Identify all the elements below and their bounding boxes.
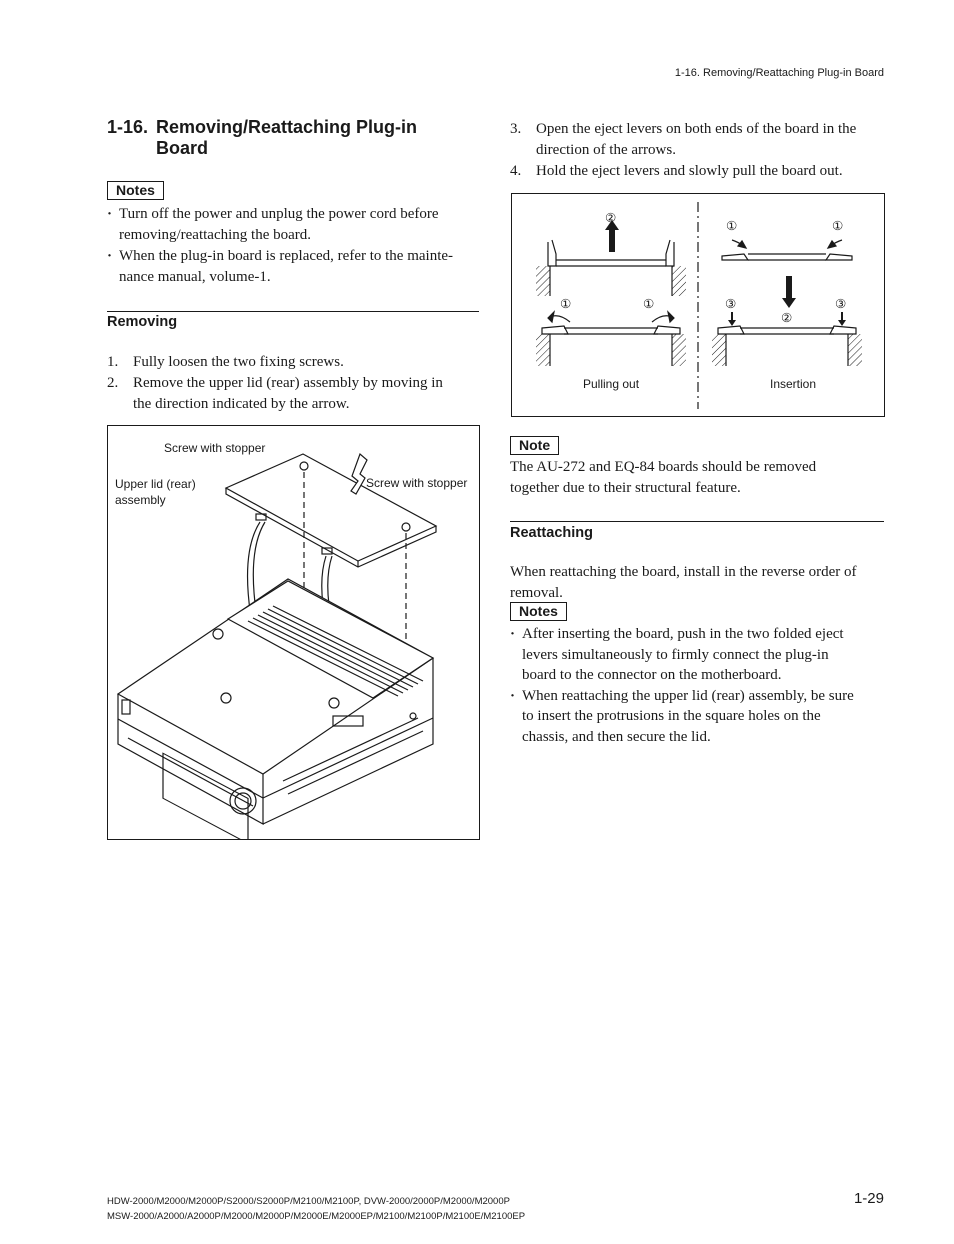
figure-eject-levers (511, 193, 885, 417)
label-insertion: Insertion (770, 377, 817, 391)
circled-2-pull: ② (605, 211, 617, 225)
running-head: 1-16. Removing/Reattaching Plug-in Board (674, 67, 884, 79)
note-text: The AU-272 and EQ-84 boards should be removed together due to their structural feature. (510, 459, 817, 496)
circled-1-pull-left: ① (560, 297, 572, 311)
divider (107, 311, 479, 312)
step-item: 4. Hold the eject levers and slowly pull the board out. (510, 163, 843, 179)
label-pulling-out: Pulling out (583, 377, 640, 391)
reattaching-text: When reattaching the board, install in the reverse order of removal. (510, 564, 857, 601)
circled-1-ins-left: ① (726, 219, 738, 233)
removing-heading: Removing (107, 314, 178, 330)
section-title-line2: Board (156, 138, 209, 158)
notes-label: Notes (510, 602, 567, 621)
section-title-line1: Removing/Reattaching Plug-in (156, 117, 418, 137)
step-item: 3. Open the eject levers on both ends of the board in the direction of the arrows. (510, 121, 857, 158)
note-item: · When reattaching the upper lid (rear) assembly, be sure to insert the protrusions in the square holes on the chassis, and then secure the lid. (510, 686, 884, 748)
footer-model-list: HDW-2000/M2000/M2000P/S2000/S2000P/M2100/M2100P, DVW-2000/2000P/M2000/M2000P MSW-2000/A2000/A2000P/M2000/M2000P/M2000E/M2000EP/M2100/M2100P/M2100E/M2100EP (107, 1196, 526, 1222)
section-title (107, 117, 467, 159)
divider (510, 521, 884, 522)
note-item: · When the plug-in board is replaced, refer to the mainte- nance manual, volume-1. (107, 246, 479, 288)
step-item: 1. Fully loosen the two fixing screws. (107, 354, 344, 370)
note-label: Note (510, 436, 559, 455)
reattaching-heading: Reattaching (510, 525, 593, 541)
label-screw-right: Screw with stopper (366, 476, 468, 490)
notes-label: Notes (107, 181, 164, 200)
notes-list (107, 204, 479, 288)
circled-1-ins-right: ① (832, 219, 844, 233)
circled-3-ins-right: ③ (835, 297, 847, 311)
eject-steps (510, 119, 884, 182)
circled-2-ins: ② (781, 311, 793, 325)
figure-lid-removal (107, 425, 480, 840)
reattach-notes-list (510, 624, 884, 747)
page-number: 1-29 (853, 1190, 884, 1207)
section-number: 1-16. (107, 117, 149, 137)
step-item: 2. Remove the upper lid (rear) assembly by moving in the direction indicated by the arrow. (107, 375, 443, 412)
circled-3-ins-left: ③ (725, 297, 737, 311)
circled-1-pull-right: ① (643, 297, 655, 311)
note-item: · Turn off the power and unplug the power cord before removing/reattaching the board. (107, 204, 479, 246)
removing-steps (107, 352, 479, 415)
note-item: · After inserting the board, push in the two folded eject levers simultaneously to firmly connect the plug-in board to the connector on the motherboard. (510, 624, 884, 686)
label-screw-top: Screw with stopper (164, 441, 266, 455)
label-upper-lid: Upper lid (rear) assembly (115, 477, 196, 507)
